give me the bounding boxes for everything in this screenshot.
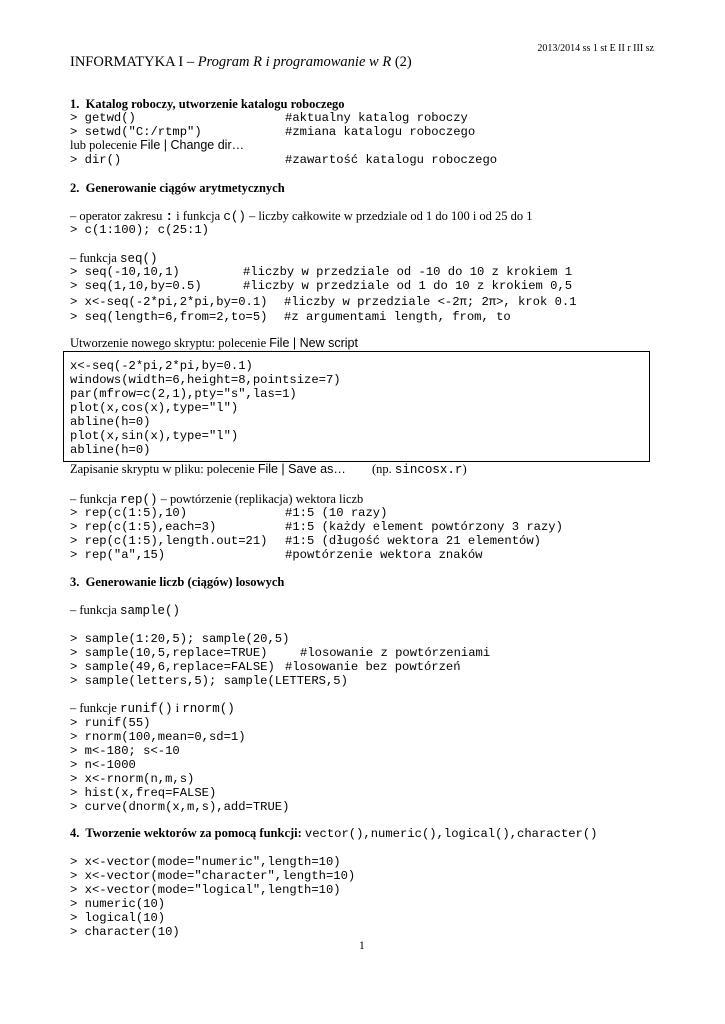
page-number: 1: [359, 940, 365, 952]
code-line: > dir() #zawartość katalogu roboczego: [70, 153, 498, 167]
code-line: > sample(1:20,5); sample(20,5): [70, 632, 290, 646]
script-line: windows(width=6,height=8,pointsize=7): [70, 373, 341, 387]
code-line: > curve(dnorm(x,m,s),add=TRUE): [70, 800, 290, 814]
runif-intro: – funkcje runif() i rnorm(): [70, 701, 235, 716]
code-line: > seq(1,10,by=0.5) #liczby w przedziale od 1 do 10 z krokiem 0,5: [70, 279, 573, 293]
code-line: > setwd("C:/rtmp") #zmiana katalogu roboczego: [70, 125, 476, 139]
code-line: > getwd() #aktualny katalog roboczy: [70, 111, 468, 125]
code-line: > x<-rnorm(n,m,s): [70, 772, 195, 786]
rep-intro: – funkcja rep() – powtórzenie (replikacja) wektora liczb: [70, 492, 364, 507]
script-line: plot(x,sin(x),type="l"): [70, 429, 239, 443]
code-line: > hist(x,freq=FALSE): [70, 786, 217, 800]
sample-intro: – funkcja sample(): [70, 603, 180, 618]
script-line: plot(x,cos(x),type="l"): [70, 401, 239, 415]
menu-path: File | New script: [269, 336, 358, 350]
script-line: abline(h=0): [70, 443, 151, 457]
code-line: > rnorm(100,mean=0,sd=1): [70, 730, 246, 744]
section-4-heading: 4. Tworzenie wektorów za pomocą funkcji: vector(),numeric(),logical(),character(): [70, 826, 598, 841]
code-line: > x<-vector(mode="logical",length=10): [70, 883, 341, 897]
operator-intro: – operator zakresu : i funkcja c() – liczby całkowite w przedziale od 1 do 100 i od 25 do 1: [70, 209, 533, 224]
code-line: > numeric(10): [70, 897, 166, 911]
menu-path: File | Change dir…: [140, 138, 245, 152]
seq-intro: – funkcja seq(): [70, 251, 158, 266]
section-1-heading: 1. Katalog roboczy, utworzenie katalogu roboczego: [70, 97, 345, 111]
code-line: > rep(c(1:5),each=3) #1:5 (każdy element powtórzony 3 razy): [70, 520, 563, 534]
code-line: > rep(c(1:5),length.out=21) #1:5 (długość wektora 21 elementów): [70, 534, 541, 548]
script-line: par(mfrow=c(2,1),pty="s",las=1): [70, 387, 297, 401]
code-line: > seq(length=6,from=2,to=5) #z argumentami length, from, to: [70, 310, 511, 324]
change-dir-note: lub polecenie File | Change dir…: [70, 138, 245, 152]
code-line: > seq(-10,10,1) #liczby w przedziale od -10 do 10 z krokiem 1: [70, 265, 573, 279]
code-line: > sample(49,6,replace=FALSE) #losowanie bez powtórzeń: [70, 660, 461, 674]
code-line: > n<-1000: [70, 758, 136, 772]
code-line: > c(1:100); c(25:1): [70, 223, 209, 237]
code-line: > character(10): [70, 925, 180, 939]
code-line: > rep(c(1:5),10) #1:5 (10 razy): [70, 506, 388, 520]
page-title: INFORMATYKA I – Program R i programowanie w R (2): [70, 54, 412, 70]
code-line: > x<-seq(-2*pi,2*pi,by=0.1) #liczby w przedziale <-2π; 2π>, krok 0.1: [70, 295, 577, 309]
code-line: > runif(55): [70, 716, 151, 730]
code-line: > sample(10,5,replace=TRUE) #losowanie z powtórzeniami: [70, 646, 491, 660]
code-line: > rep("a",15) #powtórzenie wektora znaków: [70, 548, 483, 562]
save-script-note: Zapisanie skryptu w pliku: polecenie File | Save as… (np. sincosx.r): [70, 462, 467, 477]
code-line: > x<-vector(mode="numeric",length=10): [70, 855, 341, 869]
script-line: x<-seq(-2*pi,2*pi,by=0.1): [70, 359, 253, 373]
script-line: abline(h=0): [70, 415, 151, 429]
code-line: > m<-180; s<-10: [70, 744, 180, 758]
code-line: > x<-vector(mode="character",length=10): [70, 869, 356, 883]
course-info: 2013/2014 ss 1 st E II r III sz: [537, 43, 654, 54]
menu-path: File | Save as…: [257, 462, 346, 476]
code-line: > logical(10): [70, 911, 166, 925]
section-3-heading: 3. Generowanie liczb (ciągów) losowych: [70, 575, 285, 589]
section-2-heading: 2. Generowanie ciągów arytmetycznych: [70, 181, 285, 195]
new-script-note: Utworzenie nowego skryptu: polecenie File | New script: [70, 336, 358, 350]
code-line: > sample(letters,5); sample(LETTERS,5): [70, 674, 348, 688]
